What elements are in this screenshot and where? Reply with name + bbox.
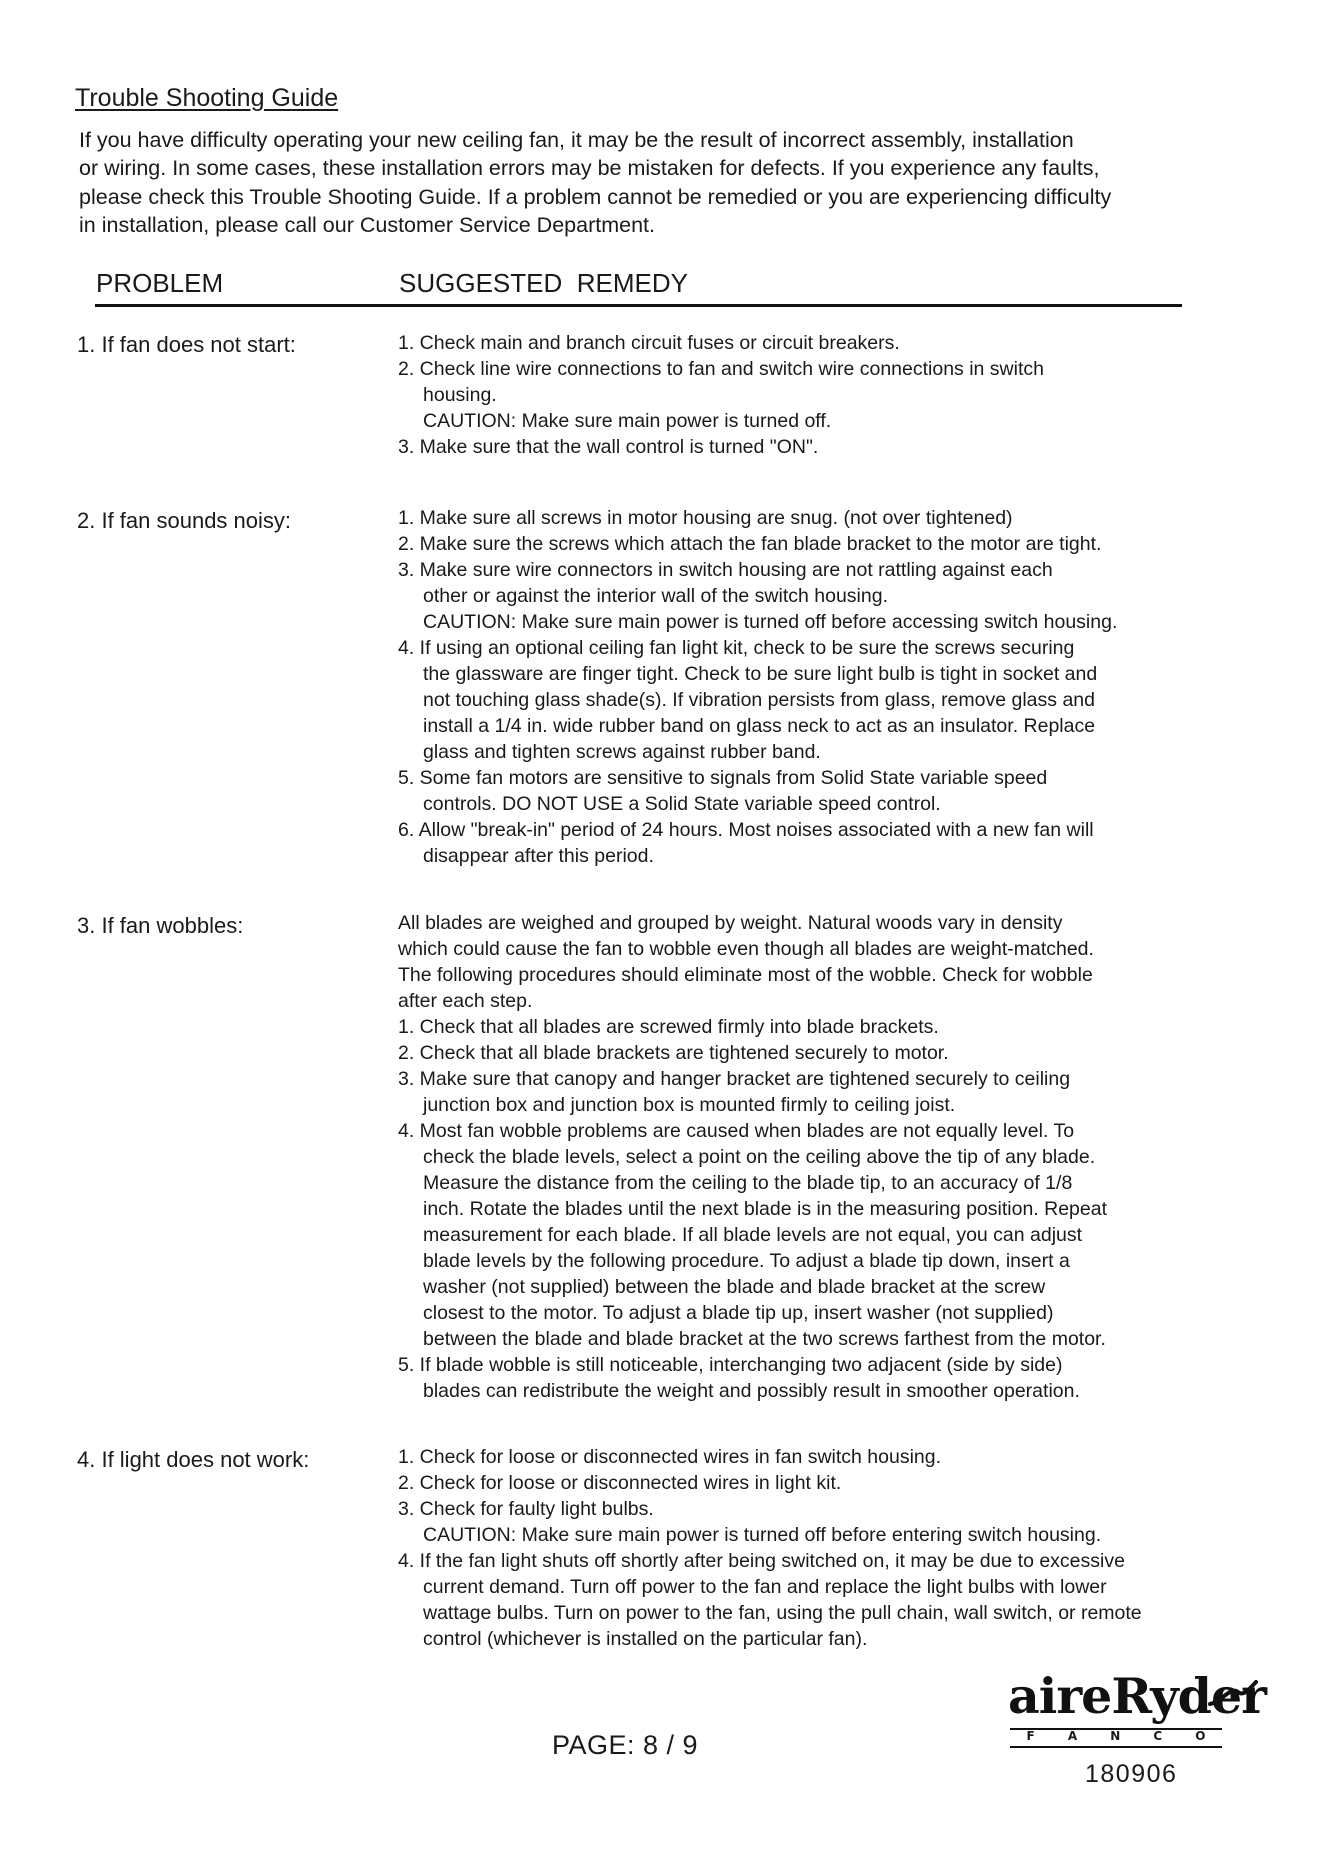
remedy-line: 3. Make sure wire connectors in switch housing are not rattling against each (398, 559, 1053, 581)
logo-subtext (1010, 1729, 1222, 1743)
problem-fan-wobbles: 3. If fan wobbles: (77, 913, 244, 938)
remedy-line: 2. Check line wire connections to fan and switch wire connections in switch (398, 358, 1044, 380)
remedy-line: control (whichever is installed on the particular fan). (423, 1628, 868, 1650)
remedy-line: closest to the motor. To adjust a blade tip up, insert washer (not supplied) (423, 1302, 1054, 1324)
remedy-line: washer (not supplied) between the blade and blade bracket at the screw (423, 1276, 1046, 1298)
intro-line: please check this Trouble Shooting Guide. If a problem cannot be remedied or you are experiencing difficulty (79, 184, 1112, 209)
remedy-line: 6. Allow "break-in" period of 24 hours. Most noises associated with a new fan will (398, 819, 1094, 841)
header-divider (95, 304, 1182, 307)
remedy-line: current demand. Turn off power to the fan and replace the light bulbs with lower (423, 1576, 1107, 1598)
problem-fan-noisy: 2. If fan sounds noisy: (77, 508, 292, 533)
remedy-line: blade levels by the following procedure. To adjust a blade tip down, insert a (423, 1250, 1070, 1272)
problem-light-not-work: 4. If light does not work: (77, 1447, 310, 1472)
remedy-line: 4. If using an optional ceiling fan light kit, check to be sure the screws securing (398, 637, 1075, 659)
remedy-line: disappear after this period. (423, 845, 654, 867)
remedy-line: glass and tighten screws against rubber band. (423, 741, 821, 763)
remedy-line: 3. Make sure that the wall control is turned "ON". (398, 436, 819, 458)
caution-line: CAUTION: Make sure main power is turned off before entering switch housing. (423, 1524, 1102, 1546)
remedy-line: 1. Make sure all screws in motor housing are snug. (not over tightened) (398, 507, 1013, 529)
remedy-line: 2. Make sure the screws which attach the fan blade bracket to the motor are tight. (398, 533, 1102, 555)
remedy-line: inch. Rotate the blades until the next blade is in the measuring position. Repeat (423, 1198, 1108, 1220)
page-number: PAGE: 8 / 9 (552, 1730, 699, 1760)
intro-paragraph (79, 126, 1259, 239)
remedy-line: not touching glass shade(s). If vibration persists from glass, remove glass and (423, 689, 1095, 711)
remedy-line: 1. Check that all blades are screwed firmly into blade brackets. (398, 1016, 939, 1038)
remedy-line: measurement for each blade. If all blade levels are not equal, you can adjust (423, 1224, 1083, 1246)
remedy-column-header: SUGGESTED REMEDY (399, 268, 688, 298)
remedy-line: 5. If blade wobble is still noticeable, interchanging two adjacent (side by side) (398, 1354, 1063, 1376)
remedy-line: All blades are weighed and grouped by weight. Natural woods vary in density (398, 912, 1063, 934)
remedy-line: 2. Check for loose or disconnected wires in light kit. (398, 1472, 842, 1494)
problem-column-header: PROBLEM (96, 268, 224, 298)
intro-line: If you have difficulty operating your new ceiling fan, it may be the result of incorrect assembly, installation (79, 128, 1074, 152)
logo-letter: C (1153, 1729, 1163, 1743)
remedy-line: wattage bulbs. Turn on power to the fan, using the pull chain, wall switch, or remote (423, 1602, 1142, 1624)
remedy-line: 1. Check for loose or disconnected wires in fan switch housing. (398, 1446, 942, 1468)
remedy-line: Measure the distance from the ceiling to the blade tip, to an accuracy of 1/8 (423, 1172, 1073, 1194)
remedy-line: which could cause the fan to wobble even though all blades are weight-matched. (398, 938, 1094, 960)
remedy-fan-wobbles (398, 910, 1228, 1404)
remedy-line: controls. DO NOT USE a Solid State variable speed control. (423, 793, 941, 815)
remedy-line: housing. (423, 384, 497, 406)
remedy-light-not-work (398, 1444, 1228, 1652)
logo-letter: O (1195, 1729, 1206, 1743)
remedy-fan-noisy (398, 505, 1228, 869)
document-code: 180906 (1085, 1760, 1178, 1788)
remedy-line: junction box and junction box is mounted firmly to ceiling joist. (423, 1094, 956, 1116)
problem-fan-not-start: 1. If fan does not start: (77, 332, 296, 357)
remedy-line: between the blade and blade bracket at the two screws farthest from the motor. (423, 1328, 1106, 1350)
remedy-line: the glassware are finger tight. Check to be sure light bulb is tight in socket and (423, 663, 1098, 685)
intro-line: or wiring. In some cases, these installation errors may be mistaken for defects. If you experience any faults, (79, 156, 1100, 181)
logo-letter: N (1110, 1729, 1121, 1743)
remedy-line: The following procedures should eliminate most of the wobble. Check for wobble (398, 964, 1093, 986)
remedy-line: install a 1/4 in. wide rubber band on glass neck to act as an insulator. Replace (423, 715, 1096, 737)
remedy-line: 2. Check that all blade brackets are tightened securely to motor. (398, 1042, 949, 1064)
logo-wordmark: aireRyder (1008, 1667, 1266, 1725)
logo-letter: F (1026, 1729, 1035, 1743)
remedy-fan-not-start (398, 330, 1228, 460)
logo-letter: A (1067, 1729, 1078, 1743)
remedy-line: 3. Make sure that canopy and hanger bracket are tightened securely to ceiling (398, 1068, 1071, 1090)
remedy-line: check the blade levels, select a point on the ceiling above the tip of any blade. (423, 1146, 1096, 1168)
logo-swash-icon (1208, 1678, 1258, 1708)
caution-line: CAUTION: Make sure main power is turned off. (423, 410, 832, 432)
remedy-line: 5. Some fan motors are sensitive to signals from Solid State variable speed (398, 767, 1048, 789)
remedy-line: blades can redistribute the weight and possibly result in smoother operation. (423, 1380, 1080, 1402)
remedy-line: 1. Check main and branch circuit fuses or circuit breakers. (398, 332, 900, 354)
remedy-line: after each step. (398, 990, 533, 1012)
aireryder-logo (1008, 1667, 1266, 1750)
page-title: Trouble Shooting Guide (75, 84, 339, 112)
remedy-line: 4. Most fan wobble problems are caused when blades are not equally level. To (398, 1120, 1075, 1142)
remedy-line: 3. Check for faulty light bulbs. (398, 1498, 654, 1520)
remedy-line: other or against the interior wall of the switch housing. (423, 585, 889, 607)
caution-line: CAUTION: Make sure main power is turned off before accessing switch housing. (423, 611, 1118, 633)
intro-line: in installation, please call our Customer Service Department. (79, 212, 655, 237)
remedy-line: 4. If the fan light shuts off shortly after being switched on, it may be due to excessive (398, 1550, 1125, 1572)
